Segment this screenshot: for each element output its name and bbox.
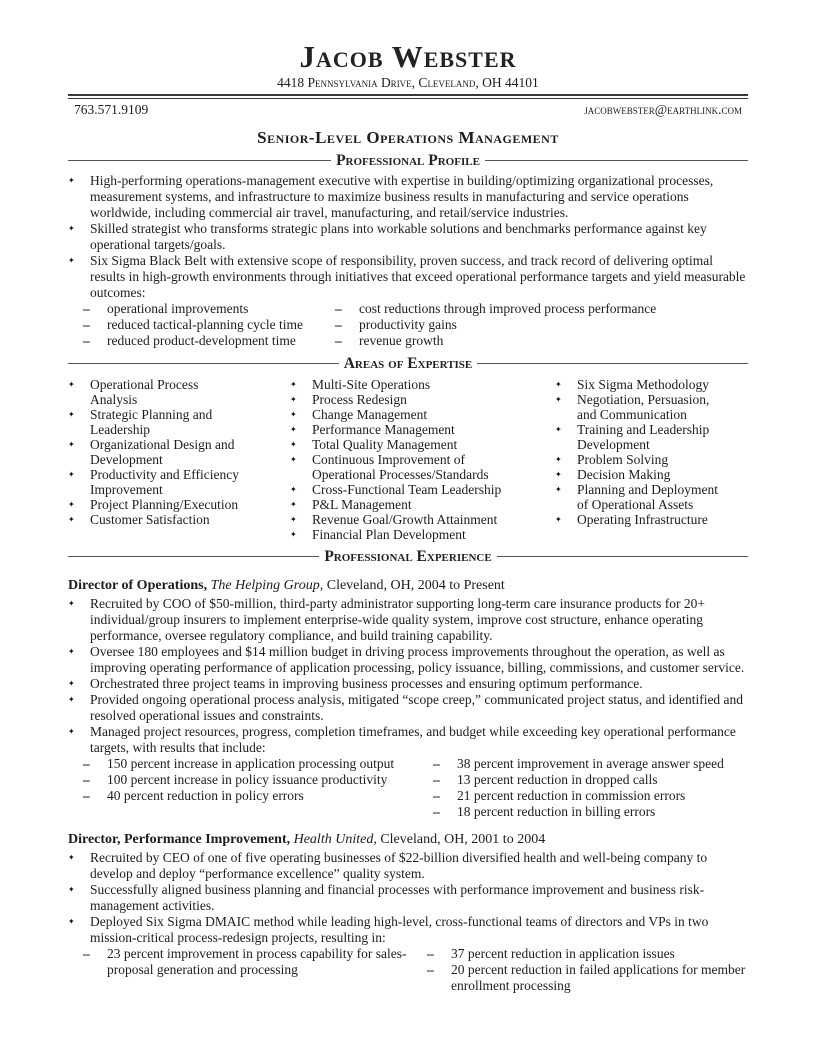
tagline: Senior-Level Operations Management	[257, 128, 559, 147]
result-item: – 23 percent improvement in process capability for sales-proposal generation and processing	[83, 946, 407, 977]
section-title: Professional Profile	[336, 152, 480, 169]
diamond-bullet-icon: ✦	[555, 515, 562, 524]
expertise-item: ✦ Strategic Planning and Leadership	[68, 407, 213, 437]
rule-line	[497, 556, 748, 566]
diamond-bullet-icon: ✦	[555, 425, 562, 434]
expertise-column-3	[555, 377, 748, 542]
expertise-item: ✦ Negotiation, Persuasion, and Communication	[555, 392, 710, 422]
outcome-item: – operational improvements	[83, 301, 249, 316]
expertise-item: ✦ Process Redesign	[290, 392, 407, 407]
diamond-bullet-icon: ✦	[290, 380, 297, 389]
dash-icon: –	[83, 333, 90, 348]
email-address: jacobwebster@earthlink.com	[584, 102, 742, 117]
dash-icon: –	[433, 756, 440, 771]
contact-row	[68, 99, 748, 118]
result-item: – 37 percent reduction in application issues	[427, 946, 675, 961]
dash-icon: –	[433, 804, 440, 819]
result-item: – 18 percent reduction in billing errors	[433, 804, 656, 819]
job-bullet-list	[68, 596, 748, 756]
dash-icon: –	[335, 317, 342, 332]
profile-bullet-list	[68, 173, 748, 301]
expertise-item: ✦ Problem Solving	[555, 452, 669, 467]
expertise-item: ✦ Operating Infrastructure	[555, 512, 708, 527]
dash-icon: –	[427, 946, 434, 961]
result-item: – 100 percent increase in policy issuance productivity	[83, 772, 388, 787]
result-item: – 13 percent reduction in dropped calls	[433, 772, 658, 787]
diamond-bullet-icon: ✦	[555, 380, 562, 389]
diamond-bullet-icon: ✦	[68, 885, 75, 894]
rule-line	[68, 556, 319, 566]
results-left-column	[83, 756, 433, 820]
diamond-bullet-icon: ✦	[68, 224, 75, 233]
job-location-dates: Cleveland, OH, 2001 to 2004	[380, 832, 546, 847]
rule-line	[68, 363, 339, 373]
dash-icon: –	[83, 788, 90, 803]
section-heading-expertise	[68, 355, 748, 373]
profile-bullet-item: ✦ High-performing operations-management executive with expertise in building/optimizing organizational processes, measurement systems, and infrastructure to maximize business results in manufacturing and service operations worldwide, including commercial air travel, manufacturing, and retail/service industries.	[68, 173, 714, 220]
dash-icon: –	[433, 788, 440, 803]
results-right-column	[427, 946, 748, 994]
diamond-bullet-icon: ✦	[68, 440, 75, 449]
results-left-column	[83, 946, 427, 994]
dash-icon: –	[83, 317, 90, 332]
diamond-bullet-icon: ✦	[555, 455, 562, 464]
job-header	[68, 578, 748, 594]
job-bullet-item: ✦ Provided ongoing operational process analysis, mitigated “scope creep,” communicated project status, and identified and resolved operational issues and constraints.	[68, 692, 744, 723]
expertise-item: ✦ Continuous Improvement of Operational Processes/Standards	[290, 452, 489, 482]
dash-icon: –	[433, 772, 440, 787]
result-item: – 21 percent reduction in commission errors	[433, 788, 686, 803]
expertise-item: ✦ Six Sigma Methodology	[555, 377, 710, 392]
job-company: The Helping Group,	[210, 578, 324, 593]
outcome-item: – reduced product-development time	[83, 333, 296, 348]
dash-icon: –	[83, 772, 90, 787]
diamond-bullet-icon: ✦	[290, 440, 297, 449]
expertise-item: ✦ Project Planning/Execution	[68, 497, 239, 512]
diamond-bullet-icon: ✦	[68, 599, 75, 608]
expertise-item: ✦ Operational Process Analysis	[68, 377, 199, 407]
expertise-item: ✦ Productivity and Efficiency Improvement	[68, 467, 239, 497]
diamond-bullet-icon: ✦	[68, 917, 75, 926]
expertise-item: ✦ Planning and Deployment of Operational Assets	[555, 482, 718, 512]
rule-line	[477, 363, 748, 373]
expertise-column-1	[68, 377, 290, 542]
job-bullet-list	[68, 850, 748, 946]
dash-icon: –	[83, 756, 90, 771]
expertise-item: ✦ Customer Satisfaction	[68, 512, 210, 527]
diamond-bullet-icon: ✦	[555, 395, 562, 404]
dash-icon: –	[335, 301, 342, 316]
results-right-column	[433, 756, 748, 820]
diamond-bullet-icon: ✦	[68, 679, 75, 688]
outcomes-left-column	[83, 301, 335, 349]
job-results	[83, 946, 748, 994]
diamond-bullet-icon: ✦	[68, 500, 75, 509]
job-bullet-item: ✦ Recruited by COO of $50-million, third-party administrator supporting long-term care insurance products for 20+ individual/group insurers to implement enterprise-wide quality system, improve cost structure, enhance operating performance, oversee regulatory compliance, and build training capability.	[68, 596, 705, 643]
diamond-bullet-icon: ✦	[68, 515, 75, 524]
dash-icon: –	[427, 962, 434, 977]
diamond-bullet-icon: ✦	[68, 695, 75, 704]
outcomes-right-column	[335, 301, 748, 349]
diamond-bullet-icon: ✦	[290, 515, 297, 524]
expertise-item: ✦ Training and Leadership Development	[555, 422, 710, 452]
diamond-bullet-icon: ✦	[290, 395, 297, 404]
job-bullet-item: ✦ Successfully aligned business planning and financial processes with performance improvement and business risk-management activities.	[68, 882, 705, 913]
dash-icon: –	[83, 946, 90, 961]
result-item: – 150 percent increase in application processing output	[83, 756, 395, 771]
diamond-bullet-icon: ✦	[68, 176, 75, 185]
profile-outcomes	[83, 301, 748, 349]
job-entry	[68, 578, 748, 820]
diamond-bullet-icon: ✦	[68, 256, 75, 265]
diamond-bullet-icon: ✦	[555, 485, 562, 494]
profile-bullet-item: ✦ Six Sigma Black Belt with extensive scope of responsibility, proven success, and track record of delivering optimal results in high-growth environments through initiatives that exceed operational performance targets and yield measurable outcomes:	[68, 253, 746, 300]
job-company: Health United,	[293, 832, 377, 847]
job-bullet-item: ✦ Oversee 180 employees and $14 million budget in driving process improvements throughout the operation, as well as improving operating performance of application processing, policy issuance, billing, commissions, and customer service.	[68, 644, 745, 675]
expertise-item: ✦ Cross-Functional Team Leadership	[290, 482, 502, 497]
section-heading-profile	[68, 152, 748, 170]
rule-line	[68, 160, 331, 170]
result-item: – 38 percent improvement in average answer speed	[433, 756, 724, 771]
outcome-item: – reduced tactical-planning cycle time	[83, 317, 304, 332]
outcome-item: – productivity gains	[335, 317, 457, 332]
profile-bullet-item: ✦ Skilled strategist who transforms strategic plans into workable solutions and benchmarks performance against key operational targets/goals.	[68, 221, 707, 252]
dash-icon: –	[83, 301, 90, 316]
diamond-bullet-icon: ✦	[68, 853, 75, 862]
outcome-item: – cost reductions through improved process performance	[335, 301, 657, 316]
dash-icon: –	[335, 333, 342, 348]
job-bullet-item: ✦ Recruited by CEO of one of five operating businesses of $22-billion diversified health and well-being company to develop and deploy “performance excellence” quality system.	[68, 850, 708, 881]
expertise-item: ✦ Performance Management	[290, 422, 455, 437]
job-title: Director, Performance Improvement,	[68, 832, 291, 847]
section-title: Professional Experience	[324, 548, 492, 565]
diamond-bullet-icon: ✦	[290, 530, 297, 539]
job-results	[83, 756, 748, 820]
expertise-item: ✦ Decision Making	[555, 467, 671, 482]
diamond-bullet-icon: ✦	[68, 410, 75, 419]
job-location-dates: Cleveland, OH, 2004 to Present	[326, 578, 505, 593]
job-entry	[68, 832, 748, 994]
section-title: Areas of Expertise	[343, 355, 473, 372]
diamond-bullet-icon: ✦	[290, 410, 297, 419]
job-bullet-item: ✦ Managed project resources, progress, completion timeframes, and budget while exceeding key operational performance targets, with results that include:	[68, 724, 736, 755]
expertise-item: ✦ Multi-Site Operations	[290, 377, 431, 392]
expertise-column-2	[290, 377, 555, 542]
phone-number: 763.571.9109	[74, 102, 149, 117]
diamond-bullet-icon: ✦	[68, 647, 75, 656]
outcome-item: – revenue growth	[335, 333, 444, 348]
job-bullet-item: ✦ Orchestrated three project teams in improving business processes and ensuring optimum performance.	[68, 676, 643, 691]
section-heading-experience	[68, 548, 748, 566]
expertise-grid	[68, 377, 748, 542]
diamond-bullet-icon: ✦	[290, 425, 297, 434]
expertise-item: ✦ P&L Management	[290, 497, 412, 512]
diamond-bullet-icon: ✦	[68, 380, 75, 389]
diamond-bullet-icon: ✦	[555, 470, 562, 479]
expertise-item: ✦ Financial Plan Development	[290, 527, 466, 542]
resume-name: Jacob Webster	[299, 39, 517, 74]
job-header	[68, 832, 748, 848]
diamond-bullet-icon: ✦	[290, 500, 297, 509]
job-bullet-item: ✦ Deployed Six Sigma DMAIC method while leading high-level, cross-functional teams of directors and VPs in two mission-critical process-redesign projects, resulting in:	[68, 914, 709, 945]
result-item: – 20 percent reduction in failed applications for member enrollment processing	[427, 962, 746, 993]
diamond-bullet-icon: ✦	[290, 485, 297, 494]
address-line: 4418 Pennsylvania Drive, Cleveland, OH 44101	[277, 75, 539, 90]
expertise-item: ✦ Total Quality Management	[290, 437, 458, 452]
result-item: – 40 percent reduction in policy errors	[83, 788, 304, 803]
expertise-item: ✦ Change Management	[290, 407, 428, 422]
expertise-item: ✦ Organizational Design and Development	[68, 437, 235, 467]
diamond-bullet-icon: ✦	[290, 455, 297, 464]
diamond-bullet-icon: ✦	[68, 470, 75, 479]
expertise-item: ✦ Revenue Goal/Growth Attainment	[290, 512, 498, 527]
job-title: Director of Operations,	[68, 578, 208, 593]
rule-line	[485, 160, 748, 170]
diamond-bullet-icon: ✦	[68, 727, 75, 736]
